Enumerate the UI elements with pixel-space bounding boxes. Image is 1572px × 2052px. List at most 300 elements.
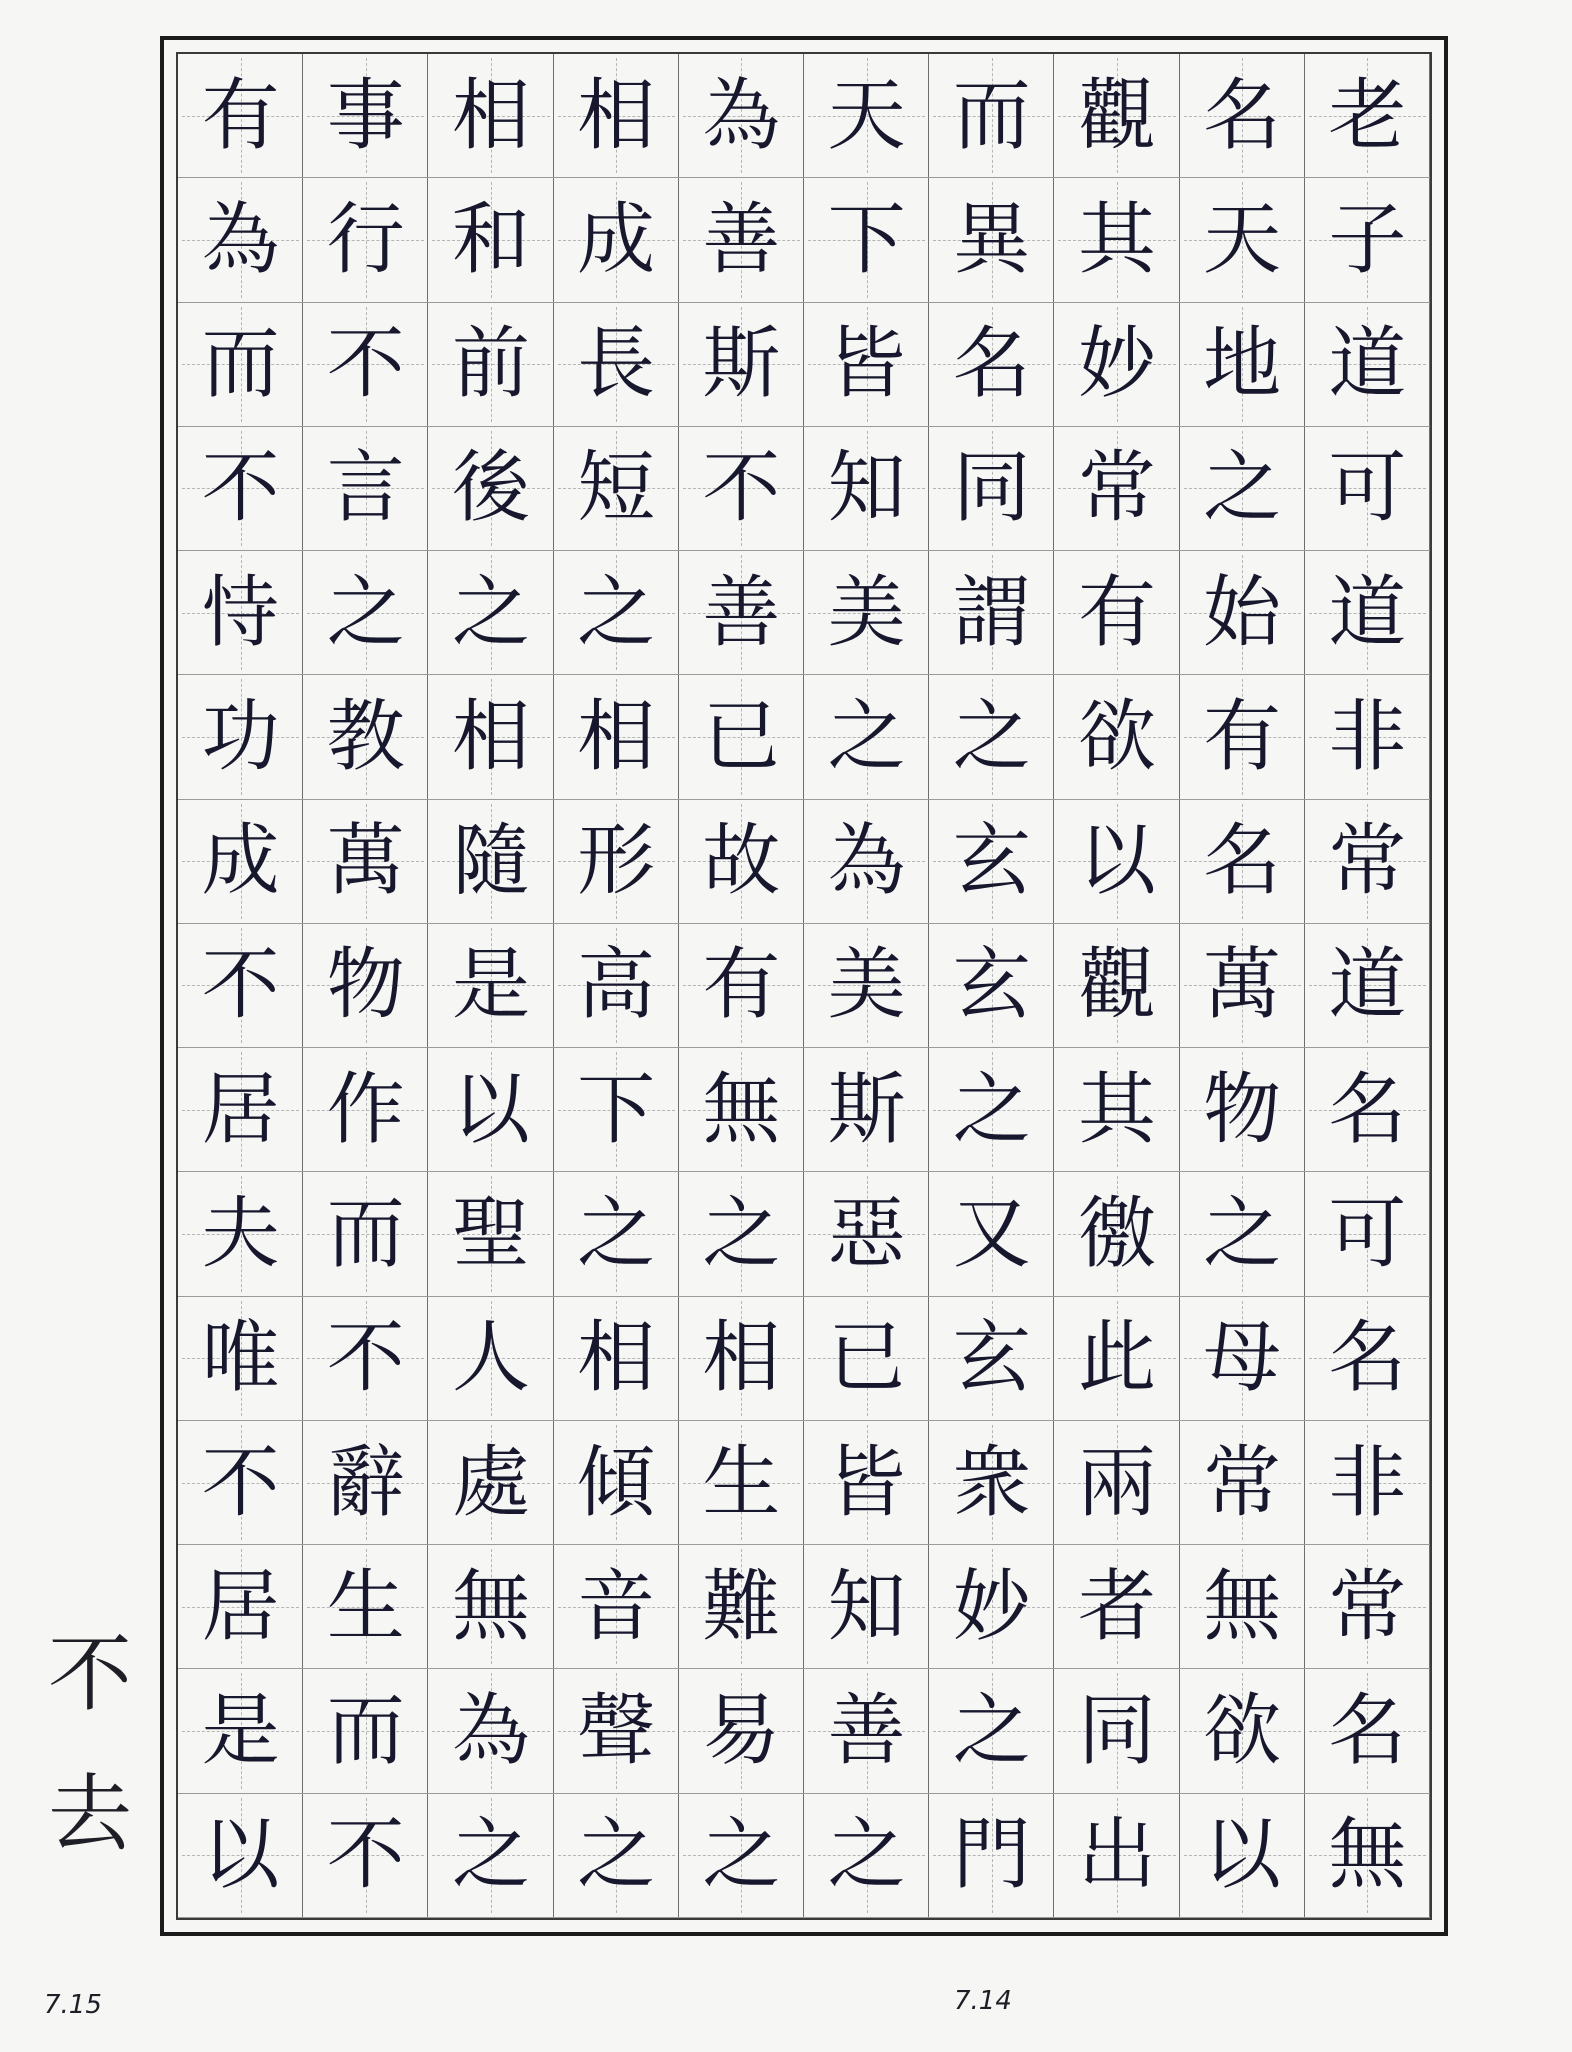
grid-cell (1054, 1421, 1179, 1545)
handwritten-character: 以 (201, 1810, 280, 1901)
handwritten-character: 妙 (1077, 319, 1156, 410)
grid-cell (1180, 1794, 1305, 1918)
handwritten-character: 知 (827, 1561, 906, 1652)
handwritten-character: 之 (952, 691, 1031, 782)
grid-cell (1054, 178, 1179, 302)
grid-cell (929, 427, 1054, 551)
grid-cell (1180, 675, 1305, 799)
grid-cell (428, 427, 553, 551)
grid-cell (554, 1669, 679, 1793)
grid-cell (679, 1794, 804, 1918)
grid-cell (554, 675, 679, 799)
grid-cell (679, 427, 804, 551)
grid-cell (178, 54, 303, 178)
handwritten-character: 子 (1328, 194, 1407, 285)
handwritten-character: 為 (201, 194, 280, 285)
grid-cell (178, 1297, 303, 1421)
grid-cell (1054, 1669, 1179, 1793)
handwritten-character: 非 (1328, 691, 1407, 782)
grid-cell (804, 1421, 929, 1545)
grid-cell (804, 427, 929, 551)
grid-cell (554, 178, 679, 302)
margin-character-1: 不 (47, 1624, 132, 1723)
grid-cell (1180, 551, 1305, 675)
handwritten-character: 不 (201, 940, 280, 1031)
text-column-1 (1305, 54, 1430, 1918)
handwritten-character: 欲 (1203, 1686, 1282, 1777)
handwritten-character: 唯 (201, 1313, 280, 1404)
handwritten-character: 惡 (827, 1189, 906, 1280)
handwritten-character: 和 (451, 194, 530, 285)
grid-cell (1180, 427, 1305, 551)
handwritten-character: 不 (702, 443, 781, 534)
grid-cell (303, 675, 428, 799)
handwritten-character: 生 (702, 1437, 781, 1528)
grid-cell (303, 178, 428, 302)
grid-cell (178, 800, 303, 924)
handwritten-character: 名 (1203, 70, 1282, 161)
handwritten-character: 天 (827, 70, 906, 161)
grid-cell (554, 1545, 679, 1669)
grid-cell (804, 1669, 929, 1793)
handwritten-character: 人 (451, 1313, 530, 1404)
handwritten-character: 傾 (577, 1437, 656, 1528)
grid-cell (178, 178, 303, 302)
grid-cell (303, 1297, 428, 1421)
handwritten-character: 而 (201, 319, 280, 410)
handwritten-character: 之 (577, 567, 656, 658)
grid-cell (1054, 551, 1179, 675)
grid-cell (178, 427, 303, 551)
handwritten-character: 功 (201, 691, 280, 782)
grid-cell (178, 1048, 303, 1172)
handwritten-character: 而 (326, 1189, 405, 1280)
grid-cell (1054, 1794, 1179, 1918)
handwritten-character: 名 (952, 319, 1031, 410)
grid-cell (929, 303, 1054, 427)
handwritten-character: 門 (952, 1810, 1031, 1901)
grid-cell (1180, 1297, 1305, 1421)
handwritten-character: 者 (1077, 1561, 1156, 1652)
grid-cell (929, 551, 1054, 675)
text-column-8 (428, 54, 553, 1918)
grid-cell (679, 1048, 804, 1172)
handwritten-character: 兩 (1077, 1437, 1156, 1528)
grid-cell (929, 54, 1054, 178)
grid-cell (1054, 1048, 1179, 1172)
grid-cell (1305, 1048, 1430, 1172)
handwritten-character: 美 (827, 567, 906, 658)
margin-character-2: 去 (47, 1764, 132, 1863)
grid-cell (1180, 1172, 1305, 1296)
handwritten-character: 又 (952, 1189, 1031, 1280)
handwritten-character: 善 (702, 194, 781, 285)
grid-cell (1054, 675, 1179, 799)
handwritten-character: 居 (201, 1561, 280, 1652)
grid-cell (679, 924, 804, 1048)
handwritten-character: 言 (326, 443, 405, 534)
text-column-6 (679, 54, 804, 1918)
handwritten-character: 常 (1077, 443, 1156, 534)
handwritten-character: 異 (952, 194, 1031, 285)
grid-cell (178, 1421, 303, 1545)
handwritten-character: 成 (201, 816, 280, 907)
handwritten-character: 不 (326, 1313, 405, 1404)
grid-cell (1305, 1172, 1430, 1296)
handwritten-character: 不 (326, 1810, 405, 1901)
handwritten-character: 處 (451, 1437, 530, 1528)
handwritten-character: 道 (1328, 940, 1407, 1031)
handwritten-character: 衆 (952, 1437, 1031, 1528)
handwritten-character: 玄 (952, 1313, 1031, 1404)
grid-cell (1305, 1421, 1430, 1545)
grid-cell (554, 1048, 679, 1172)
handwritten-character: 而 (326, 1686, 405, 1777)
handwritten-character: 辭 (326, 1437, 405, 1528)
grid-cell (1054, 54, 1179, 178)
grid-cell (1305, 551, 1430, 675)
grid-cell (428, 1669, 553, 1793)
handwritten-character: 不 (201, 443, 280, 534)
grid-cell (929, 1421, 1054, 1545)
handwritten-character: 觀 (1077, 70, 1156, 161)
handwritten-character: 觀 (1077, 940, 1156, 1031)
handwritten-character: 已 (702, 691, 781, 782)
handwritten-character: 玄 (952, 940, 1031, 1031)
handwritten-character: 皆 (827, 1437, 906, 1528)
handwritten-character: 相 (451, 691, 530, 782)
grid-cell (679, 1297, 804, 1421)
handwritten-character: 之 (451, 1810, 530, 1901)
handwritten-character: 同 (952, 443, 1031, 534)
handwritten-character: 教 (326, 691, 405, 782)
handwritten-character: 已 (827, 1313, 906, 1404)
grid-cell (303, 1421, 428, 1545)
handwritten-character: 地 (1203, 319, 1282, 410)
handwritten-character: 之 (577, 1189, 656, 1280)
grid-cell (929, 675, 1054, 799)
grid-cell (1305, 800, 1430, 924)
handwritten-character: 隨 (451, 816, 530, 907)
handwritten-character: 物 (1203, 1064, 1282, 1155)
handwritten-character: 前 (451, 319, 530, 410)
grid-cell (1180, 1421, 1305, 1545)
grid-cell (178, 1794, 303, 1918)
grid-cell (554, 1172, 679, 1296)
handwritten-character: 之 (702, 1189, 781, 1280)
grid-cell (428, 178, 553, 302)
grid-cell (929, 1048, 1054, 1172)
handwritten-character: 是 (451, 940, 530, 1031)
grid-cell (428, 1297, 553, 1421)
grid-cell (554, 427, 679, 551)
grid-cell (1054, 1545, 1179, 1669)
grid-cell (929, 178, 1054, 302)
grid-cell (1180, 1048, 1305, 1172)
grid-cell (1305, 178, 1430, 302)
grid-cell (679, 303, 804, 427)
handwritten-character: 有 (1203, 691, 1282, 782)
handwritten-character: 善 (827, 1686, 906, 1777)
grid-cell (428, 800, 553, 924)
grid-cell (1305, 924, 1430, 1048)
grid-cell (679, 800, 804, 924)
grid-cell (929, 800, 1054, 924)
handwritten-character: 無 (451, 1561, 530, 1652)
handwritten-character: 以 (451, 1064, 530, 1155)
handwritten-character: 徼 (1077, 1189, 1156, 1280)
handwritten-character: 道 (1328, 567, 1407, 658)
grid-cell (1180, 178, 1305, 302)
grid-cell (1305, 1545, 1430, 1669)
grid-cell (428, 924, 553, 1048)
grid-cell (303, 303, 428, 427)
handwritten-character: 有 (201, 70, 280, 161)
grid-cell (929, 1545, 1054, 1669)
text-column-5 (804, 54, 929, 1918)
handwritten-character: 成 (577, 194, 656, 285)
handwritten-character: 無 (1203, 1561, 1282, 1652)
grid-cell (1180, 54, 1305, 178)
grid-cell (804, 551, 929, 675)
grid-cell (1054, 1297, 1179, 1421)
text-column-7 (554, 54, 679, 1918)
grid-cell (303, 1669, 428, 1793)
handwritten-character: 天 (1203, 194, 1282, 285)
handwritten-character: 行 (326, 194, 405, 285)
handwritten-character: 可 (1328, 443, 1407, 534)
grid-cell (679, 1421, 804, 1545)
handwritten-character: 名 (1203, 816, 1282, 907)
handwritten-character: 相 (702, 1313, 781, 1404)
grid-cell (1305, 675, 1430, 799)
grid-cell (804, 1545, 929, 1669)
grid-cell (804, 54, 929, 178)
handwritten-character: 形 (577, 816, 656, 907)
handwritten-character: 名 (1328, 1313, 1407, 1404)
text-column-3 (1054, 54, 1179, 1918)
grid-cell (554, 551, 679, 675)
grid-cell (929, 1669, 1054, 1793)
grid-cell (1305, 1669, 1430, 1793)
handwritten-character: 為 (451, 1686, 530, 1777)
grid-cell (1180, 1669, 1305, 1793)
grid-cell (303, 551, 428, 675)
handwritten-character: 相 (577, 691, 656, 782)
handwritten-character: 聲 (577, 1686, 656, 1777)
handwritten-character: 高 (577, 940, 656, 1031)
handwritten-character: 長 (577, 319, 656, 410)
handwritten-character: 常 (1328, 1561, 1407, 1652)
grid-cell (178, 551, 303, 675)
grid-cell (804, 1794, 929, 1918)
grid-cell (1054, 800, 1179, 924)
handwritten-character: 相 (451, 70, 530, 161)
grid-cell (554, 1794, 679, 1918)
grid-cell (679, 551, 804, 675)
handwritten-character: 為 (702, 70, 781, 161)
handwritten-character: 相 (577, 1313, 656, 1404)
grid-cell (804, 1048, 929, 1172)
handwritten-character: 欲 (1077, 691, 1156, 782)
grid-cell (1180, 1545, 1305, 1669)
handwritten-character: 是 (201, 1686, 280, 1777)
handwritten-character: 夫 (201, 1189, 280, 1280)
grid-cell (1305, 54, 1430, 178)
handwritten-character: 名 (1328, 1064, 1407, 1155)
handwritten-character: 可 (1328, 1189, 1407, 1280)
grid-cell (1180, 924, 1305, 1048)
handwritten-character: 無 (702, 1064, 781, 1155)
text-column-2 (1180, 54, 1305, 1918)
grid-cell (178, 1545, 303, 1669)
handwritten-character: 老 (1328, 70, 1407, 161)
handwritten-character: 皆 (827, 319, 906, 410)
handwritten-character: 道 (1328, 319, 1407, 410)
handwritten-character: 事 (326, 70, 405, 161)
handwritten-character: 不 (201, 1437, 280, 1528)
handwritten-character: 之 (827, 691, 906, 782)
grid-cell (428, 675, 553, 799)
handwritten-character: 之 (827, 1810, 906, 1901)
grid-cell (554, 303, 679, 427)
grid-cell (679, 675, 804, 799)
grid-cell (554, 1421, 679, 1545)
handwritten-character: 其 (1077, 1064, 1156, 1155)
handwritten-character: 下 (577, 1064, 656, 1155)
left-date-note: 7.15 (44, 1990, 102, 2020)
grid-cell (1305, 1794, 1430, 1918)
handwritten-character: 常 (1203, 1437, 1282, 1528)
handwritten-character: 萬 (326, 816, 405, 907)
grid-cell (303, 1545, 428, 1669)
text-column-10 (178, 54, 303, 1918)
grid-cell (804, 1297, 929, 1421)
grid-cell (679, 54, 804, 178)
grid-cell (679, 1172, 804, 1296)
grid-cell (428, 1794, 553, 1918)
grid-cell (804, 924, 929, 1048)
handwritten-character: 下 (827, 194, 906, 285)
handwritten-character: 妙 (952, 1561, 1031, 1652)
handwritten-character: 善 (702, 567, 781, 658)
handwritten-character: 之 (1203, 443, 1282, 534)
grid-cell (554, 1297, 679, 1421)
grid-cell (428, 303, 553, 427)
grid-cell (428, 1421, 553, 1545)
grid-cell (178, 1172, 303, 1296)
grid-cell (303, 1172, 428, 1296)
grid-cell (428, 551, 553, 675)
grid-cell (428, 1172, 553, 1296)
handwritten-character: 之 (326, 567, 405, 658)
grid-cell (554, 800, 679, 924)
handwritten-character: 恃 (201, 567, 280, 658)
handwritten-character: 居 (201, 1064, 280, 1155)
handwritten-character: 之 (1203, 1189, 1282, 1280)
handwritten-character: 物 (326, 940, 405, 1031)
grid-cell (1305, 303, 1430, 427)
character-grid (178, 54, 1430, 1918)
grid-cell (929, 1172, 1054, 1296)
bottom-date-note: 7.14 (954, 1986, 1012, 2016)
handwritten-character: 不 (326, 319, 405, 410)
handwritten-character: 知 (827, 443, 906, 534)
grid-cell (303, 1794, 428, 1918)
grid-cell (178, 924, 303, 1048)
grid-cell (679, 1669, 804, 1793)
grid-cell (1305, 427, 1430, 551)
grid-cell (178, 675, 303, 799)
handwritten-character: 為 (827, 816, 906, 907)
handwritten-character: 斯 (827, 1064, 906, 1155)
handwritten-character: 出 (1077, 1810, 1156, 1901)
handwritten-character: 之 (952, 1064, 1031, 1155)
handwritten-character: 後 (451, 443, 530, 534)
handwritten-character: 謂 (952, 567, 1031, 658)
handwritten-character: 生 (326, 1561, 405, 1652)
handwritten-character: 始 (1203, 567, 1282, 658)
grid-cell (303, 54, 428, 178)
grid-cell (428, 1545, 553, 1669)
grid-cell (1180, 800, 1305, 924)
text-column-9 (303, 54, 428, 1918)
handwritten-character: 玄 (952, 816, 1031, 907)
grid-cell (178, 303, 303, 427)
handwritten-character: 無 (1328, 1810, 1407, 1901)
handwritten-character: 之 (952, 1686, 1031, 1777)
grid-cell (303, 1048, 428, 1172)
handwritten-character: 有 (702, 940, 781, 1031)
grid-cell (178, 1669, 303, 1793)
grid-cell (303, 800, 428, 924)
handwritten-character: 故 (702, 816, 781, 907)
handwritten-character: 相 (577, 70, 656, 161)
handwritten-character: 有 (1077, 567, 1156, 658)
grid-cell (804, 1172, 929, 1296)
grid-cell (929, 924, 1054, 1048)
grid-cell (1054, 427, 1179, 551)
grid-cell (554, 54, 679, 178)
handwritten-character: 聖 (451, 1189, 530, 1280)
handwritten-character: 作 (326, 1064, 405, 1155)
handwritten-character: 美 (827, 940, 906, 1031)
handwritten-character: 名 (1328, 1686, 1407, 1777)
grid-cell (929, 1794, 1054, 1918)
grid-cell (1054, 1172, 1179, 1296)
handwritten-character: 常 (1328, 816, 1407, 907)
grid-cell (428, 54, 553, 178)
grid-cell (1054, 303, 1179, 427)
handwritten-character: 萬 (1203, 940, 1282, 1031)
handwritten-character: 短 (577, 443, 656, 534)
handwritten-character: 此 (1077, 1313, 1156, 1404)
grid-cell (929, 1297, 1054, 1421)
grid-cell (303, 427, 428, 551)
handwritten-character: 非 (1328, 1437, 1407, 1528)
grid-cell (428, 1048, 553, 1172)
handwritten-character: 以 (1203, 1810, 1282, 1901)
grid-cell (804, 675, 929, 799)
handwritten-character: 而 (952, 70, 1031, 161)
handwritten-character: 斯 (702, 319, 781, 410)
handwritten-character: 之 (451, 567, 530, 658)
handwritten-character: 之 (577, 1810, 656, 1901)
grid-cell (804, 303, 929, 427)
handwritten-character: 音 (577, 1561, 656, 1652)
handwritten-character: 其 (1077, 194, 1156, 285)
handwritten-character: 難 (702, 1561, 781, 1652)
